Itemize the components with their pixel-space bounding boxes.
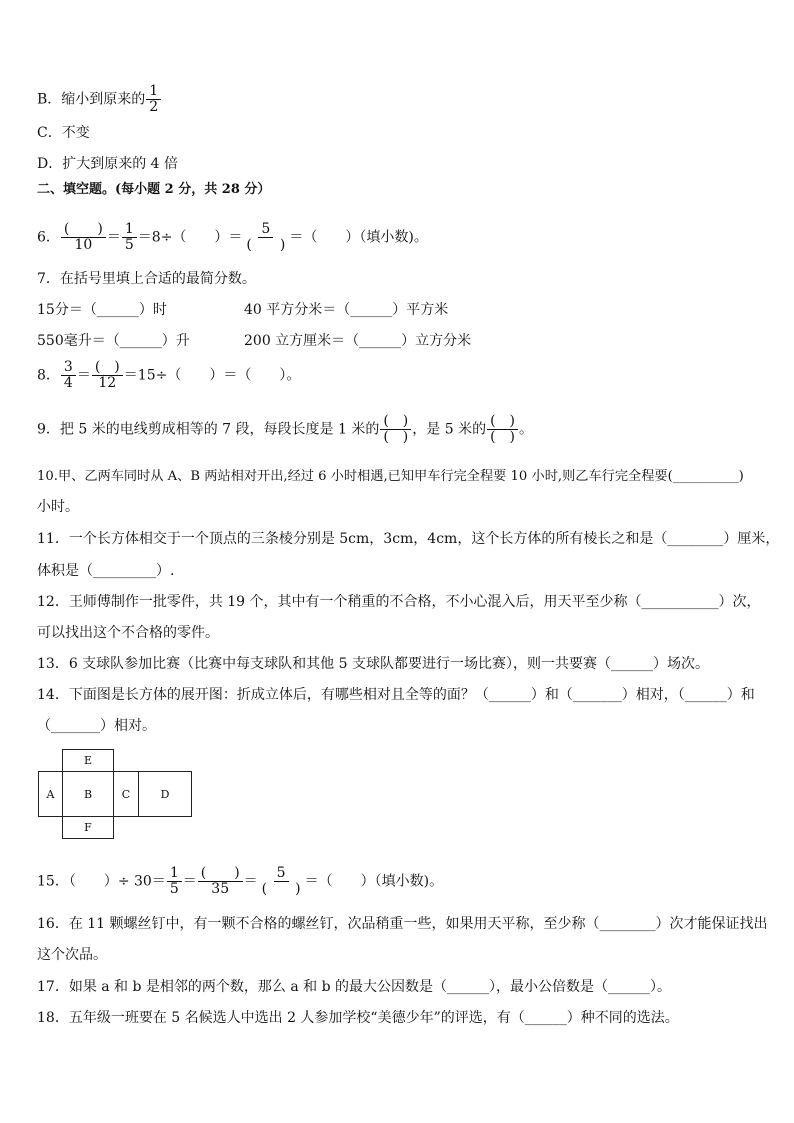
face-d: D [138, 771, 192, 817]
q7-item-d: 200 立方厘米＝（______）立方分米 [244, 333, 472, 349]
question-14: 14．下面图是长方体的展开图：折成立体后，有哪些相对且全等的面？（______）和（_______）相对，（______）和 [37, 687, 755, 703]
face-a: A [38, 771, 63, 817]
face-e: E [62, 749, 114, 772]
question-17: 17．如果 a 和 b 是相邻的两个数，那么 a 和 b 的最大公因数是（______），最小公倍数是（______）。 [37, 979, 672, 995]
question-10: 10.甲、乙两车同时从 A、B 两站相对开出,经过 6 小时相遇,已知甲车行完全程要 10 小时,则乙车行完全程要(__________) [37, 469, 744, 484]
fraction: $\frac{( )}{( )}$ [487, 414, 518, 445]
face-c: C [113, 771, 139, 817]
fraction: $\frac{( )}{12}$ [92, 360, 123, 391]
question-15: 15．（ ）÷ 30＝ $\frac{1}{5}$ ＝ $\frac{( )}{35}$ ＝ $\frac{5}{( )}$ ＝（ ）（填小数)。 [37, 865, 444, 897]
question-18: 18．五年级一班要在 5 名候选人中选出 2 人参加学校“美德少年”的评选，有（______）种不同的选法。 [37, 1010, 679, 1026]
fraction: $\frac{5}{( )}$ [261, 865, 301, 897]
q7-item-b: 40 平方分米＝（______）平方米 [244, 302, 449, 318]
section-title: 二、填空题。(每小题 2 分，共 28 分） [37, 182, 271, 197]
fraction: $\frac{( )}{10}$ [61, 222, 106, 253]
q7-item-a: 15分＝（______）时 [37, 302, 167, 318]
question-9: 9．把 5 米的电线剪成相等的 7 段，每段长度是 1 米的 $\frac{( )}{( )}$ ，是 5 米的 $\frac{( )}{( )}$ 。 [37, 413, 534, 445]
option-c: C．不变 [37, 125, 90, 141]
question-6: 6． $\frac{( )}{10}$ ＝ $\frac{1}{5}$ ＝8÷（ ）＝ $\frac{5}{( )}$ ＝（ ）（填小数)。 [37, 221, 428, 253]
question-11-cont: 体积是（_________）. [37, 563, 175, 579]
option-b-text: B．缩小到原来的 [37, 91, 146, 108]
question-16-cont: 这个次品。 [37, 947, 107, 963]
q7-item-c: 550毫升＝（______）升 [37, 333, 190, 349]
question-12: 12．王师傅制作一批零件，共 19 个，其中有一个稍重的不合格，不小心混入后，用天平至少称（___________）次， [37, 594, 761, 610]
fraction: $\frac{1}{5}$ [122, 222, 137, 253]
fraction: $\frac{5}{( )}$ [246, 221, 286, 253]
face-b: B [62, 771, 114, 817]
fraction: $\frac{( )}{( )}$ [380, 414, 411, 445]
question-8: 8． $\frac{3}{4}$ ＝ $\frac{( )}{12}$ ＝15÷（ ）＝（ ）。 [37, 359, 301, 391]
question-16: 16．在 11 颗螺丝钉中，有一颗不合格的螺丝钉，次品稍重一些，如果用天平称，至少称（________）次才能保证找出 [37, 916, 768, 932]
question-14-cont: （_______）相对。 [37, 718, 156, 734]
fraction: $\frac{( )}{35}$ [198, 866, 243, 897]
question-11: 11．一个长方体相交于一个顶点的三条棱分别是 5cm，3cm，4cm，这个长方体的所有棱长之和是（________）厘米， [37, 531, 780, 547]
question-7: 7．在括号里填上合适的最简分数。 [37, 271, 256, 287]
fraction: $\frac{1}{5}$ [167, 866, 182, 897]
face-f: F [62, 816, 114, 839]
cuboid-net-diagram [38, 749, 192, 834]
question-13: 13．6 支球队参加比赛（比赛中每支球队和其他 5 支球队都要进行一场比赛），则一共要赛（______）场次。 [37, 656, 709, 672]
question-12-cont: 可以找出这个不合格的零件。 [37, 625, 219, 641]
question-10-cont: 小时。 [37, 499, 79, 515]
fraction-one-half: $\frac{1}{2}$ [146, 84, 161, 115]
option-d: D．扩大到原来的 4 倍 [37, 156, 179, 172]
option-b [37, 84, 162, 115]
fraction: $\frac{3}{4}$ [61, 360, 76, 391]
